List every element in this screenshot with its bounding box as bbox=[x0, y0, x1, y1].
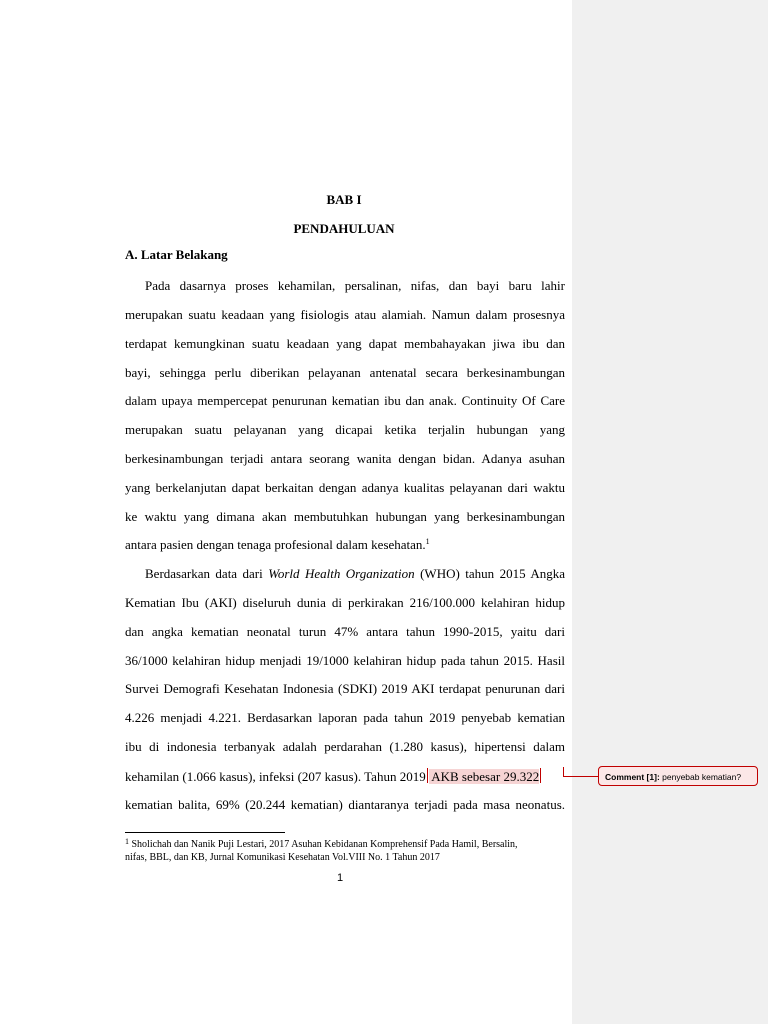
paragraph-line bbox=[125, 566, 565, 582]
comment-anchor-start bbox=[427, 768, 428, 783]
paragraph-line: ibu di indonesia terbanyak adalah perdarahan (1.280 kasus), hipertensi dalam bbox=[125, 739, 565, 754]
paragraph-line: dalam upaya mempercepat penurunan kematian ibu dan anak. Continuity Of Care bbox=[125, 393, 565, 408]
paragraph-line-commented bbox=[125, 768, 565, 785]
paragraph-line: 4.226 menjadi 4.221. Berdasarkan laporan pada tahun 2019 penyebab kematian bbox=[125, 710, 565, 725]
paragraph-line-last bbox=[125, 537, 565, 553]
footnote-continued: nifas, BBL, dan KB, Jurnal Komunikasi Kesehatan Vol.VIII No. 1 Tahun 2017 bbox=[125, 852, 440, 863]
paragraph-line: dan angka kematian neonatal turun 47% antara tahun 1990-2015, yaitu dari bbox=[125, 624, 565, 639]
chapter-title: PENDAHULUAN bbox=[293, 221, 395, 236]
paragraph-line: merupakan suatu pelayanan yang dicapai ketika terjalin hubungan yang bbox=[125, 422, 565, 437]
page-number: 1 bbox=[337, 872, 344, 884]
comment-label: Comment [1]: bbox=[605, 772, 660, 782]
comment-margin-pane bbox=[572, 0, 768, 1024]
paragraph-line: 36/1000 kelahiran hidup menjadi 19/1000 kelahiran hidup pada tahun 2015. Hasil bbox=[125, 653, 565, 668]
paragraph-text: (WHO) tahun 2015 Angka bbox=[414, 566, 565, 581]
section-heading: A. Latar Belakang bbox=[125, 247, 228, 262]
paragraph-line: yang berkelanjutan dapat berkaitan dengan adanya kualitas pelayanan dari waktu bbox=[125, 480, 565, 495]
paragraph-line: Kematian Ibu (AKI) diseluruh dunia di perkirakan 216/100.000 kelahiran hidup bbox=[125, 595, 565, 610]
paragraph-line: terdapat kemungkinan suatu keadaan yang dapat membahayakan jiwa ibu dan bbox=[125, 336, 565, 351]
paragraph-line: bayi, sehingga perlu diberikan pelayanan antenatal secara berkesinambungan bbox=[125, 365, 565, 380]
chapter-heading: BAB I bbox=[326, 192, 362, 207]
paragraph-line: Survei Demografi Kesehatan Indonesia (SDKI) 2019 AKI terdapat penurunan dari bbox=[125, 681, 565, 696]
paragraph-text: antara pasien dengan tenaga profesional dalam kesehatan. bbox=[125, 537, 426, 552]
commented-text[interactable]: AKB sebesar 29.322 bbox=[428, 769, 540, 784]
paragraph-line: merupakan suatu keadaan yang fisiologis atau alamiah. Namun dalam prosesnya bbox=[125, 307, 565, 322]
paragraph-line: berkesinambungan terjadi antara seorang wanita dengan bidan. Adanya asuhan bbox=[125, 451, 565, 466]
footnote-separator bbox=[125, 832, 285, 833]
paragraph-line: Pada dasarnya proses kehamilan, persalinan, nifas, dan bayi baru lahir bbox=[145, 278, 565, 293]
comment-text: penyebab kematian? bbox=[659, 772, 742, 782]
paragraph-line: ke waktu yang dimana akan membutuhkan hubungan yang berkesinambungan bbox=[125, 509, 565, 524]
footnote-reference[interactable]: 1 bbox=[425, 537, 430, 546]
footnote bbox=[125, 838, 565, 852]
footnote-number: 1 bbox=[125, 837, 129, 846]
comment-balloon[interactable] bbox=[598, 766, 758, 786]
comment-connector-tick bbox=[563, 767, 564, 776]
paragraph-line: kematian balita, 69% (20.244 kematian) diantaranya terjadi pada masa neonatus. bbox=[125, 797, 565, 812]
paragraph-text: kehamilan (1.066 kasus), infeksi (207 kasus). Tahun 2019 bbox=[125, 769, 426, 784]
comment-anchor-end bbox=[540, 768, 541, 783]
footnote-text: Sholichah dan Nanik Puji Lestari, 2017 Asuhan Kebidanan Komprehensif Pada Hamil, Bersalin, bbox=[131, 839, 518, 850]
comment-connector-line bbox=[563, 776, 598, 777]
italic-term: World Health Organization bbox=[268, 566, 415, 581]
paragraph-text: Berdasarkan data dari bbox=[145, 566, 269, 581]
